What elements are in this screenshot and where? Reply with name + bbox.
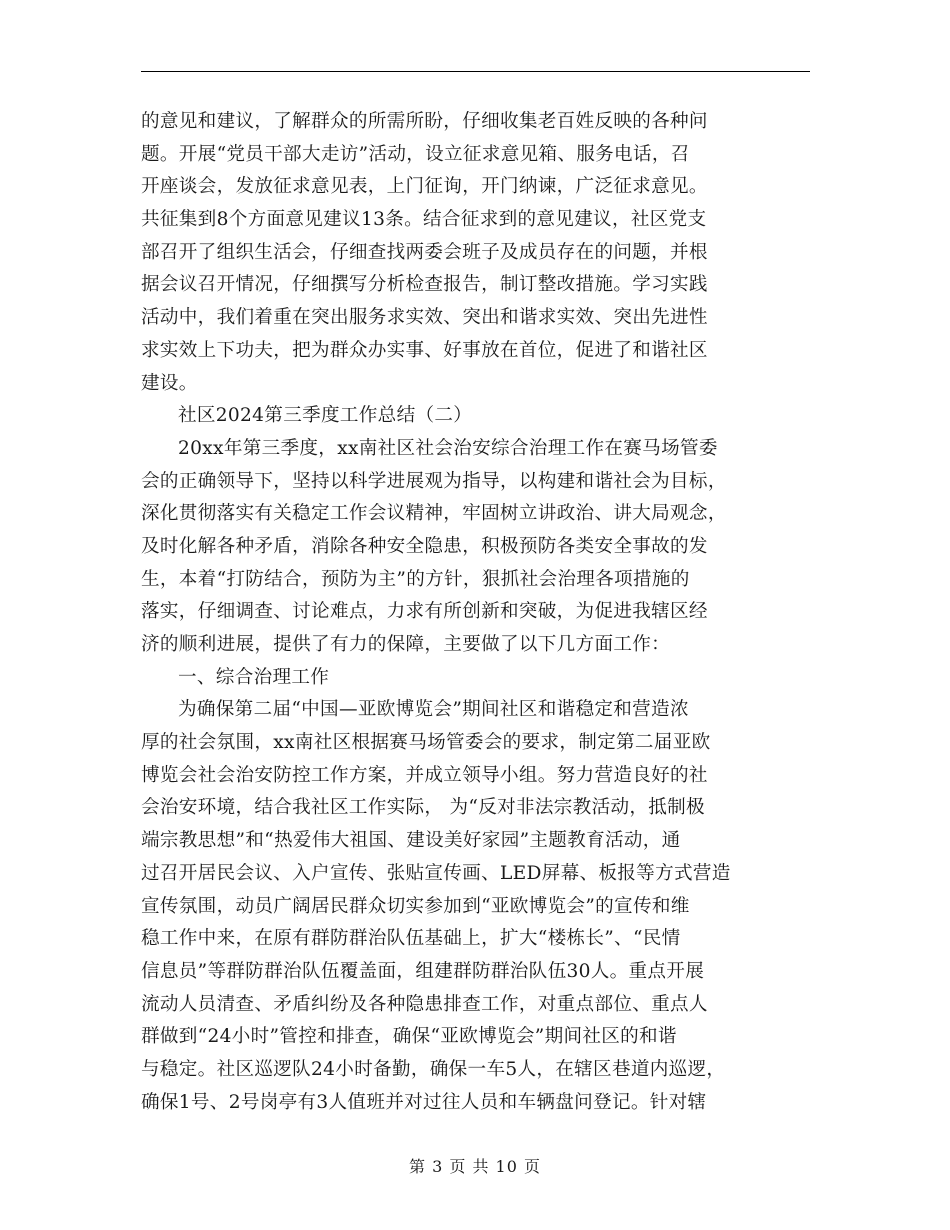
- page-number: 第 3 页 共 10 页: [409, 1157, 541, 1176]
- text-line: 为确保第二届“中国—亚欧博览会”期间社区和谐稳定和营造浓: [178, 699, 689, 721]
- text-line: 求实效上下功夫，把为群众办实事、好事放在首位，促进了和谐社区: [141, 339, 708, 361]
- text-line: 端宗教思想”和“热爱伟大祖国、建设美好家园”主题教育活动，通: [141, 830, 681, 852]
- text-line: 稳工作中来，在原有群防群治队伍基础上，扩大“楼栋长”、“民情: [141, 928, 681, 950]
- text-line: 共征集到8个方面意见建议13条。结合征求到的意见建议，社区党支: [141, 209, 707, 231]
- text-line: 落实，仔细调查、讨论难点，力求有所创新和突破，为促进我辖区经: [141, 601, 708, 623]
- page-footer: [0, 1154, 950, 1177]
- text-line: 深化贯彻落实有关稳定工作会议精神，牢固树立讲政治、讲大局观念，: [141, 503, 727, 525]
- text-line: 据会议召开情况，仔细撰写分析检查报告，制订整改措施。学习实践: [141, 274, 708, 296]
- text-line: 济的顺利进展，提供了有力的保障，主要做了以下几方面工作：: [141, 634, 671, 655]
- text-line: 宣传氛围，动员广阔居民群众切实参加到“亚欧博览会”的宣传和维: [141, 895, 690, 917]
- text-line: 社区2024第三季度工作总结（二）: [178, 405, 473, 427]
- text-line: 确保1号、2号岗亭有3人值班并对过往人员和车辆盘问登记。针对辖: [141, 1091, 707, 1113]
- text-line: 流动人员清查、矛盾纠纷及各种隐患排查工作，对重点部位、重点人: [141, 993, 708, 1015]
- text-line: 及时化解各种矛盾，消除各种安全隐患，积极预防各类安全事故的发: [141, 535, 708, 557]
- text-line: 会的正确领导下，坚持以科学进展观为指导，以构建和谐社会为目标，: [141, 470, 727, 492]
- text-line: 的意见和建议，了解群众的所需所盼，仔细收集老百姓反映的各种问: [141, 111, 708, 132]
- text-line: 与稳定。社区巡逻队24小时备勤，确保一车5人，在辖区巷道内巡逻，: [141, 1058, 726, 1080]
- text-line: 会治安环境，结合我社区工作实际， 为“反对非法宗教活动，抵制极: [141, 797, 705, 819]
- text-line: 过召开居民会议、入户宣传、张贴宣传画、LED屏幕、板报等方式营造: [141, 862, 731, 884]
- text-line: 群做到“24小时”管控和排查，确保“亚欧博览会”期间社区的和谐: [141, 1026, 677, 1048]
- text-line: 建设。: [141, 372, 198, 394]
- text-line: 题。开展“党员干部大走访”活动，设立征求意见箱、服务电话，召: [141, 143, 690, 165]
- text-line: 生，本着“打防结合，预防为主”的方针，狠抓社会治理各项措施的: [141, 568, 690, 590]
- text-line: 部召开了组织生活会，仔细查找两委会班子及成员存在的问题，并根: [141, 241, 708, 263]
- text-line: 20xx年第三季度，xx南社区社会治安综合治理工作在赛马场管委: [178, 437, 718, 459]
- document-body: [141, 106, 811, 1119]
- text-line: 开座谈会，发放征求意见表，上门征询，开门纳谏，广泛征求意见。: [141, 176, 708, 198]
- text-line: 活动中，我们着重在突出服务求实效、突出和谐求实效、突出先进性: [141, 307, 708, 329]
- text-line: 一、综合治理工作: [178, 666, 330, 688]
- text-line: 博览会社会治安防控工作方案，并成立领导小组。努力营造良好的社: [141, 764, 708, 786]
- text-line: 信息员”等群防群治队伍覆盖面，组建群防群治队伍30人。重点开展: [141, 960, 705, 982]
- text-line: 厚的社会氛围，xx南社区根据赛马场管委会的要求，制定第二届亚欧: [141, 732, 711, 754]
- header-rule: [141, 71, 810, 72]
